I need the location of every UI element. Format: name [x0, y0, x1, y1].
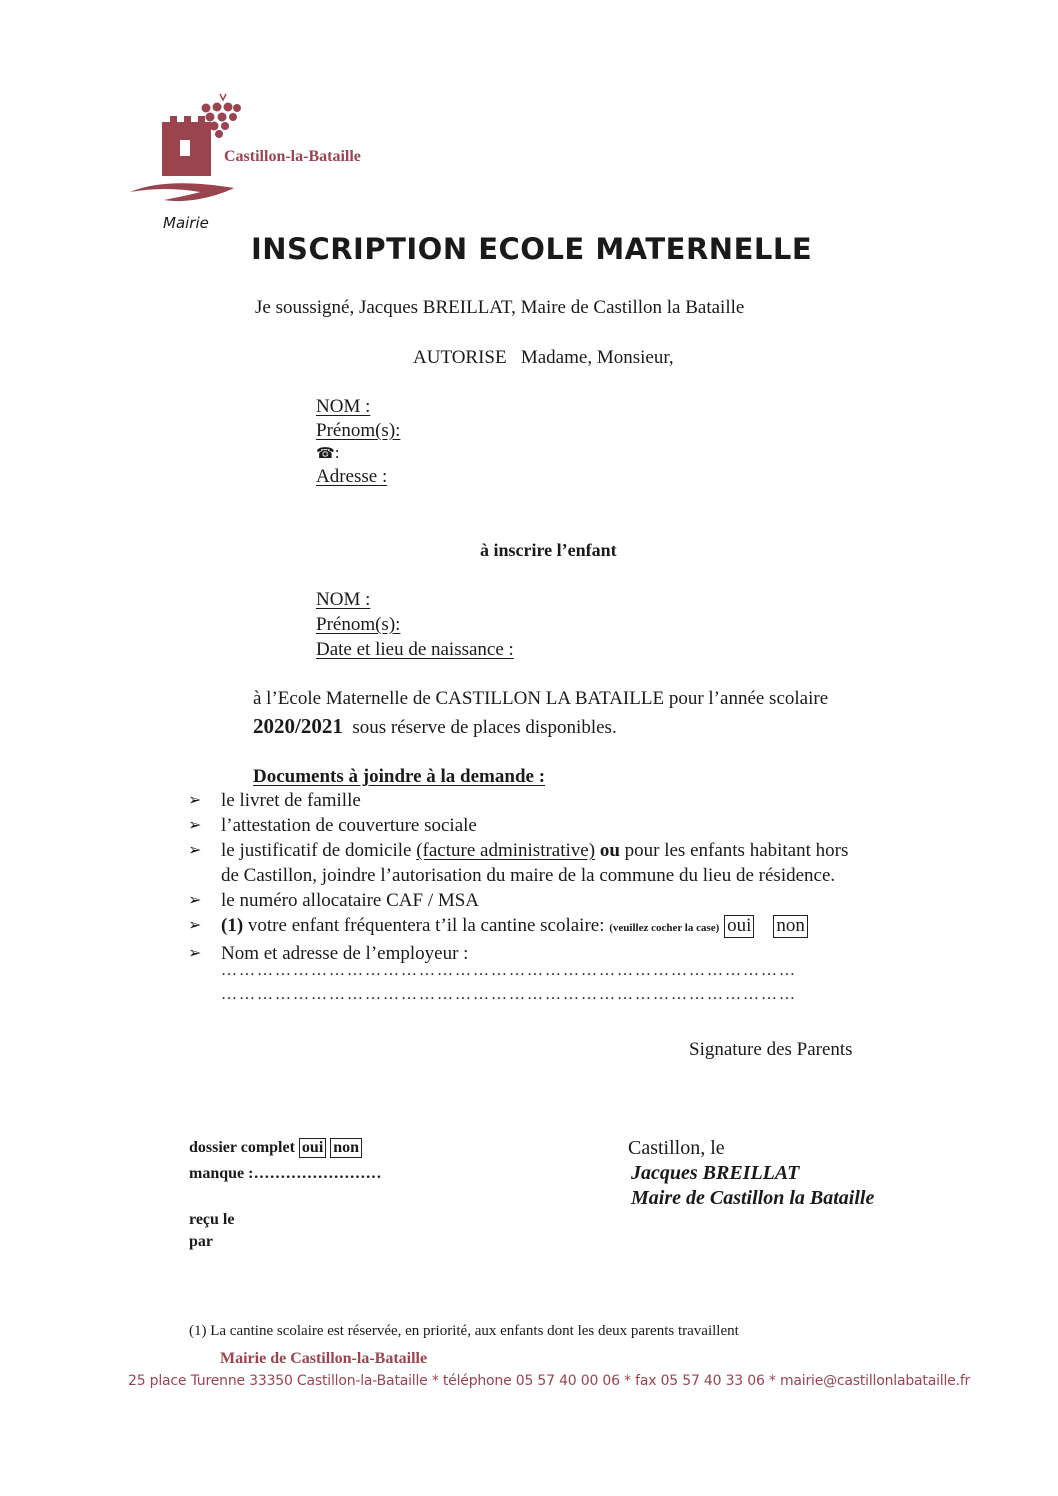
cocher-note: (veuillez cocher la case) [609, 922, 720, 934]
documents-heading: Documents à joindre à la demande : [253, 766, 546, 787]
list-item-text: le livret de famille [221, 790, 361, 811]
dossier-oui-checkbox[interactable]: oui [299, 1138, 326, 1158]
footer-mairie: Mairie de Castillon-la-Bataille [220, 1350, 428, 1367]
list-item-text: le numéro allocataire CAF / MSA [221, 890, 480, 911]
telephone-icon: ☎ [316, 446, 335, 462]
list-item-text: le justificatif de domicile [221, 840, 417, 861]
dossier-complet-row [189, 1138, 362, 1158]
arrow-bullet-icon: ➢ [188, 917, 202, 934]
mayor-name: Jacques BREILLAT [631, 1162, 800, 1184]
soussigne-text: Je soussigné, Jacques BREILLAT, Maire de Castillon la Bataille [255, 297, 745, 318]
child-prenom-label: Prénom(s): [316, 614, 401, 635]
phone-suffix: : [334, 443, 340, 462]
list-item [188, 788, 848, 813]
castle-icon [162, 116, 211, 176]
parent-prenom-label: Prénom(s): [316, 420, 401, 441]
list-item-text: Nom et adresse de l’employeur : [221, 943, 469, 964]
ecole-line-2-rest: sous réserve de places disponibles. [342, 717, 617, 738]
cantine-non-checkbox[interactable]: non [773, 915, 808, 938]
cantine-oui-checkbox[interactable]: oui [724, 915, 754, 938]
list-item [188, 913, 848, 941]
autorise-text: AUTORISE Madame, Monsieur, [413, 347, 674, 368]
employer-line-1[interactable]: …………………………………………………………………………………… [221, 962, 797, 979]
dossier-label: dossier complet [189, 1139, 295, 1156]
footnote: (1) La cantine scolaire est réservée, en priorité, aux enfants dont les deux parents travaillent [189, 1323, 739, 1339]
child-nom-label: NOM : [316, 589, 371, 610]
parent-adresse-label: Adresse : [316, 466, 388, 487]
school-year: 2020/2021 [253, 714, 343, 738]
ecole-line-1: à l’Ecole Maternelle de CASTILLON LA BATAILLE pour l’année scolaire [253, 688, 829, 709]
inscrire-heading: à inscrire l’enfant [480, 540, 617, 560]
arrow-bullet-icon: ➢ [188, 817, 202, 834]
town-name: Castillon-la-Bataille [224, 148, 361, 165]
list-item-text: l’attestation de couverture sociale [221, 815, 477, 836]
ecole-line-2 [253, 714, 617, 739]
footer-contact: 25 place Turenne 33350 Castillon-la-Bataille * téléphone 05 57 40 00 06 * fax 05 57 40 33 06 * mairie@castillonlabataille.fr [128, 1373, 971, 1389]
recu-le-label: reçu le [189, 1211, 235, 1228]
list-item [188, 813, 848, 838]
ou-text: ou [595, 840, 620, 861]
list-item [188, 888, 848, 913]
manque-field[interactable]: manque :…………………… [189, 1165, 382, 1182]
documents-list [188, 788, 848, 966]
child-date-lieu-label: Date et lieu de naissance : [316, 639, 514, 660]
mayor-role: Maire de Castillon la Bataille [631, 1187, 875, 1209]
arrow-bullet-icon: ➢ [188, 945, 202, 962]
page-title: INSCRIPTION ECOLE MATERNELLE [251, 232, 813, 266]
list-item-text: votre enfant fréquentera t’il la cantine scolaire: [243, 915, 610, 936]
arrow-bullet-icon: ➢ [188, 892, 202, 909]
arrow-bullet-icon: ➢ [188, 792, 202, 809]
signature-parents-label: Signature des Parents [689, 1039, 853, 1060]
parent-phone-label [316, 443, 339, 463]
list-item-text: de Castillon, joindre l’autorisation du maire de la commune du lieu de résidence. [221, 865, 836, 886]
castillon-le-label: Castillon, le [628, 1137, 725, 1159]
footnote-ref: (1) [221, 915, 244, 936]
par-label: par [189, 1233, 213, 1250]
parent-nom-label: NOM : [316, 396, 371, 417]
facture-text: (facture administrative) [416, 840, 596, 861]
mairie-label: Mairie [163, 214, 209, 232]
dossier-non-checkbox[interactable]: non [330, 1138, 362, 1158]
list-item [188, 838, 848, 888]
list-item-text: pour les enfants habitant hors [619, 840, 849, 861]
employer-line-2[interactable]: …………………………………………………………………………………… [221, 986, 797, 1003]
arrow-bullet-icon: ➢ [188, 842, 202, 859]
swoosh-shape [130, 183, 234, 201]
